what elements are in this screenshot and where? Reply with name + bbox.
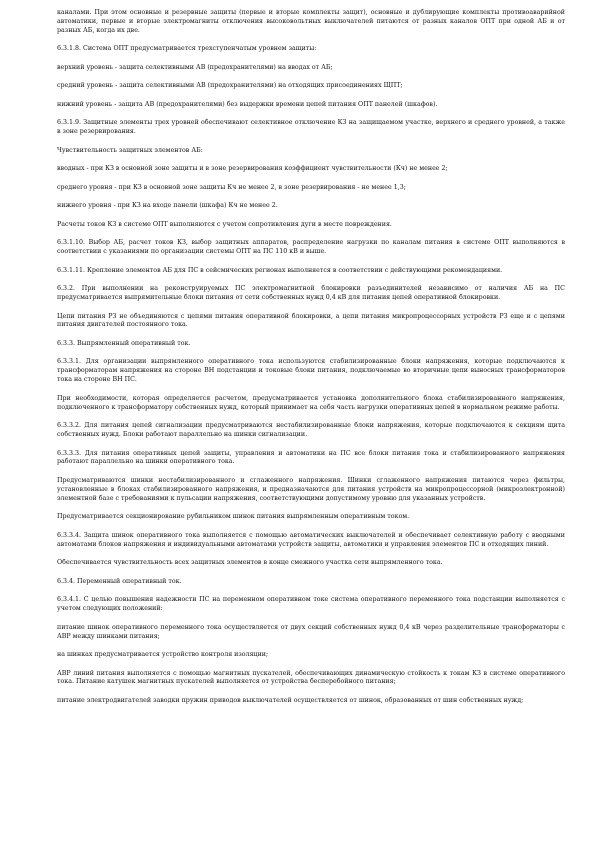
paragraph: АВР линий питания выполняется с помощью магнитных пускателей, обеспечивающих динамическую стойкость к токам КЗ в системе оперативного тока. Питание катушек магнитных пускателей выполняется от устройства бесперебойного питания; [57,669,565,686]
paragraph: Расчеты токов КЗ в системе ОПТ выполняются с учетом сопротивления дуги в месте повреждения. [57,220,392,228]
paragraph: нижнего уровня - при КЗ на входе панели (шкафа) Кч не менее 2. [57,202,278,210]
paragraph: Чувствительность защитных элементов АБ: [57,146,203,154]
paragraph: 6.3.3.2. Для питания цепей сигнализации предусматриваются нестабилизированные блоки напряжения, которые подключаются к секциям щита собственных нужд. Блоки работают параллельно на шинки сигнализации. [57,422,565,439]
section-heading: 6.3.4. Переменный оперативный ток. [57,577,182,585]
paragraph: 6.3.3.3. Для питания оперативных цепей защиты, управления и автоматики на ПС все блоки питания тока и стабилизированного напряжения работают параллельно на шинки оперативного тока. [57,449,565,466]
paragraph: 6.3.3.1. Для организации выпрямленного оперативного тока используются стабилизированные блоки напряжения, которые подключаются к трансформаторам напряжения на стороне ВН подстанции и токовые блоки питания, подключаемые во вторичные цепи выносных трансформаторов тока на стороне ВН ПС. [57,358,565,384]
paragraph: каналами. При этом основные и резервные защиты (первые и вторые комплекты защит), основные и дублирующие комплекты противоаварийной автоматики, первые и вторые электромагниты отключения высоковольтных выключателей питаются от разных каналов ОПТ при одной АБ и от разных АБ, когда их две. [57,9,565,34]
paragraph: Обеспечивается чувствительность всех защитных элементов в конце смежного участка сети выпрямленного тока. [57,559,443,567]
paragraph: 6.3.1.10. Выбор АБ, расчет токов КЗ, выбор защитных аппаратов, распределение нагрузки по каналам питания в системе ОПТ выполняются в соответствии с указаниями по организации системы ОПТ на ПС 110 кВ и выше. [57,239,565,256]
paragraph: на шинках предусматривается устройство контроля изоляции; [57,651,269,658]
paragraph: Цепи питания РЗ не объединяются с цепями питания оперативной блокировки, а цепи питания микропроцессорных устройств РЗ еще и с цепями питания двигателей постоянного тока. [57,312,565,329]
paragraph: верхний уровень - защита селективными АВ (предохранителями) на вводах от АБ; [57,63,333,71]
paragraph: 6.3.1.9. Защитные элементы трех уровней обеспечивают селективное отключение КЗ на защищаемом участке, верхнего и среднего уровней, а также в зоне резервирования. [57,119,565,136]
paragraph: 6.3.3.4. Защита шинок оперативного тока выполняется с помощью автоматических выключателей и обеспечивает селективную работу с вводными автоматами блоков напряжения и индивидуальными автоматами устройств защиты, автоматики и управления элементов ПС и отходящих линий. [57,531,565,548]
paragraph: 6.3.1.11. Крепление элементов АБ для ПС в сейсмических регионах выполняется в соответствии с действующими рекомендациями. [57,266,503,274]
paragraph: нижний уровень - защита АВ (предохранителями) без выдержки времени цепей питания ОПТ панелей (шкафов). [57,100,438,108]
paragraph: Предусматривается секционирование рубильником шинок питания выпрямленным оперативным током. [57,513,410,521]
paragraph: При необходимости, которая определяется расчетом, предусматривается установка дополнительного блока стабилизированного напряжения, подключенного к трансформатору собственных нужд, который принимает на себя часть нагрузки оперативных цепей в нормальном режиме работы. [57,394,565,411]
paragraph: средний уровень - защита селективными АВ (предохранителями) на отходящих присоединениях ЩПТ; [57,82,403,90]
paragraph: вводных - при КЗ в основной зоне защиты и в зоне резервирования коэффициент чувствительности (Кч) не менее 2; [57,165,448,173]
section-heading: 6.3.3. Выпрямленный оперативный ток. [57,339,191,347]
paragraph: 6.3.4.1. С целью повышения надежности ПС на переменном оперативном токе система оперативного переменного тока подстанции выполняется с учетом следующих положений: [57,596,565,613]
paragraph: питание шинок оперативного переменного тока осуществляется от двух секций собственных нужд 0,4 кВ через разделительные трансформаторы с АВР между шинками питания; [57,623,565,640]
paragraph: Предусматриваются шинки нестабилизированного и сглаженного напряжения. Шинки сглаженного напряжения питаются через фильтры, установленные в блоках стабилизированного напряжения, и предназначаются для питания устройств на микропроцессорной (микроэлектронной) элементной базе с требованиями к пульсации напряжения, соответствующими допустимому уровню для указанных устройств. [57,476,565,502]
paragraph: 6.3.2. При выполнении на реконструируемых ПС электромагнитной блокировки разъединителей независимо от наличия АБ на ПС предусматривается выпрямительные блоки питания от сети собственных нужд 0,4 кВ для питания цепей оперативной блокировки. [57,285,565,302]
paragraph: 6.3.1.8. Система ОПТ предусматривается трехступенчатым уровнем защиты: [57,45,317,53]
paragraph: питание электродвигателей заводки пружин приводов выключателей осуществляется от шинок, образованных от шин собственных нужд; [57,696,524,704]
paragraph: среднего уровня - при КЗ в основной зоне защиты Кч не менее 2, в зоне резервирования - не менее 1,3; [57,183,406,191]
